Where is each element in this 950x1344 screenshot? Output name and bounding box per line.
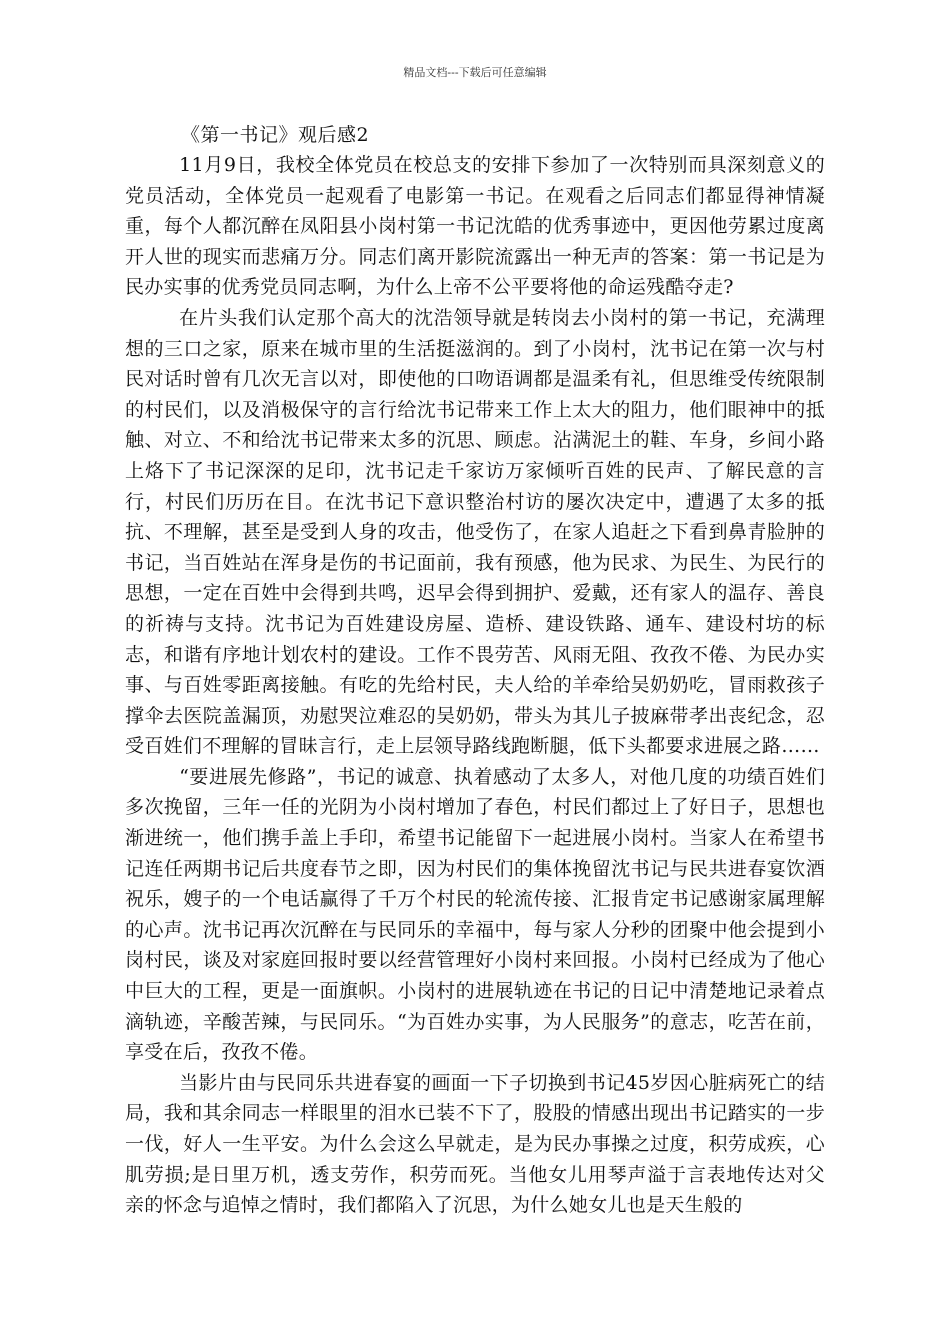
paragraph-3: “要进展先修路”，书记的诚意、执着感动了太多人，对他几度的功绩百姓们多次挽留，三年一任的光阴为小岗村增加了春色，村民们都过上了好日子，思想也渐进统一，他们携手盖上手印，希望书记能留下一起进展小岗村。当家人在希望书记连任两期书记后共度春节之即，因为村民们的集体挽留沈书记与民共进春宴饮酒祝乐，嫂子的一个电话赢得了千万个村民的轮流传接、汇报肯定书记感谢家属理解的心声。沈书记再次沉醉在与民同乐的幸福中，每与家人分秒的团聚中他会提到小岗村民，谈及对家庭回报时要以经营管理好小岗村来回报。小岗村已经成为了他心中巨大的工程，更是一面旗帜。小岗村的进展轨迹在书记的日记中清楚地记录着点滴轨迹，辛酸苦辣，与民同乐。“为百姓办实事，为人民服务”的意志，吃苦在前，享受在后，孜孜不倦。 <box>125 765 825 1064</box>
document-title: 《第一书记》观后感2 <box>181 124 370 146</box>
paragraph-1: 11月9日，我校全体党员在校总支的安排下参加了一次特别而具深刻意义的党员活动，全体党员一起观看了电影第一书记。在观看之后同志们都显得神情凝重，每个人都沉醉在凤阳县小岗村第一书记沈皓的优秀事迹中，更因他劳累过度离开人世的现实而悲痛万分。同志们离开影院流露出一种无声的答案：第一书记是为民办实事的优秀党员同志啊，为什么上帝不公平要将他的命运残酷夺走? <box>125 154 825 299</box>
paragraph-4: 当影片由与民同乐共进春宴的画面一下子切换到书记45岁因心脏病死亡的结局，我和其余同志一样眼里的泪水已装不下了，股股的情感出现出书记踏实的一步一伐，好人一生平安。为什么会这么早就走，是为民办事操之过度，积劳成疾，心肌劳损;是日里万机，透支劳作，积劳而死。当他女儿用琴声溢于言表地传达对父亲的怀念与追悼之情时，我们都陷入了沉思，为什么她女儿也是天生般的 <box>125 1071 825 1217</box>
document-body <box>125 120 825 1221</box>
page-header: 精品文档---下载后可任意编辑 <box>403 66 547 79</box>
paragraph-2: 在片头我们认定那个高大的沈浩领导就是转岗去小岗村的第一书记，充满理想的三口之家，原来在城市里的生活挺滋润的。到了小岗村，沈书记在第一次与村民对话时曾有几次无言以对，即使他的口吻语调都是温柔有礼，但思维受传统限制的村民们，以及消极保守的言行给沈书记带来工作上太大的阻力，他们眼神中的抵触、对立、不和给沈书记带来太多的沉思、顾虑。沾满泥土的鞋、车身，乡间小路上烙下了书记深深的足印，沈书记走千家访万家倾听百姓的民声、了解民意的言行，村民们历历在目。在沈书记下意识整治村访的屡次决定中，遭遇了太多的抵抗、不理解，甚至是受到人身的攻击，他受伤了，在家人追赶之下看到鼻青脸肿的书记，当百姓站在浑身是伤的书记面前，我有预感，他为民求、为民生、为民行的思想，一定在百姓中会得到共鸣，迟早会得到拥护、爱戴，还有家人的温存、善良的祈祷与支持。沈书记为百姓建设房屋、造桥、建设铁路、通车、建设村坊的标志，和谐有序地计划农村的建设。工作不畏劳苦、风雨无阻、孜孜不倦、为民办实事、与百姓零距离接触。有吃的先给村民，夫人给的羊牵给吴奶奶吃，冒雨救孩子撑伞去医院盖漏顶，劝慰哭泣难忍的吴奶奶，带头为其儿子披麻带孝出丧纪念，忍受百姓们不理解的冒昧言行，走上层领导路线跑断腿，低下头都要求进展之路…… <box>125 306 825 758</box>
